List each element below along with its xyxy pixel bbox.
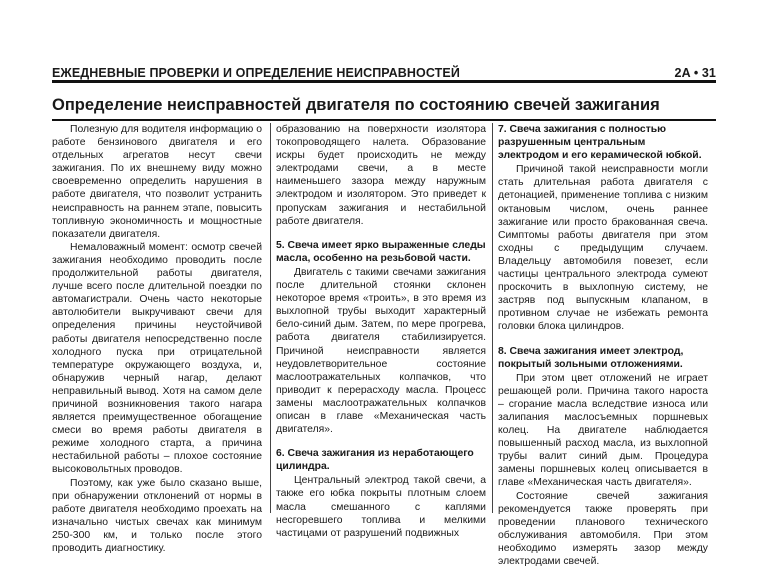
section-title: ЕЖЕДНЕВНЫЕ ПРОВЕРКИ И ОПРЕДЕЛЕНИЕ НЕИСПРАВНОСТЕЙ <box>52 66 460 80</box>
running-header <box>52 60 716 80</box>
paragraph: Двигатель с такими свечами зажигания после длительной стоянки склонен некоторое время «троить», в это время из выхлопной трубы выходит характерный бело-синий дым. Затем, по мере прогрева, работа двигателя стабилизируется. Причиной неисправности является неудовлетворительное состояние маслоотражательных колпачков, что приводит к перерасходу масла. Процесс замены маслоотражательных колпачков описан в главе «Механическая часть двигателя». <box>276 266 486 436</box>
section-heading-7: 7. Свеча зажигания с полностью разрушенным центральным электродом и его керамической юбкой. <box>498 124 702 162</box>
title-rule <box>52 119 716 121</box>
paragraph: Состояние свечей зажигания рекомендуется также проверять при проведении планового технического обслуживания автомобиля. При этом необходимо измерять зазор между электродами свечей. <box>498 490 708 567</box>
section-heading-5: 5. Свеча имеет ярко выраженные следы масла, особенно на резьбовой части. <box>276 239 486 264</box>
paragraph: При этом цвет отложений не играет решающей роли. Причина такого нароста – сгорание масла вследствие износа или залипания маслосъемных поршневых колец. На двигателе наблюдается повышенный расход масла, из выхлопной трубы валит синий дым. Процедура замены поршневых колец описывается в главе «Механическая часть двигателя». <box>498 372 708 489</box>
text-column-3 <box>498 123 708 567</box>
header-rule <box>52 80 716 83</box>
paragraph: Немаловажный момент: осмотр свечей зажигания необходимо проводить после продолжительной работы двигателя, лучше всего после длительной поездки по автомагистрали. Очень часто некоторые автолюбители выкручивают свечи для определения причины неустойчивой работы двигателя непосредственно после холодного пуска при отрицательной температуре окружающего воздуха, и, обнаружив черный нагар, делают неправильный вывод. Хотя на самом деле причиной возникновения такого нагара является преимущественное обогащение смеси во время работы двигателя в режиме холодного старта, а причина нестабильной работы – плохое состояние высоковольтных проводов. <box>52 241 262 476</box>
article-title: Определение неисправностей двигателя по состоянию свечей зажигания <box>52 96 660 114</box>
section-heading-6: 6. Свеча зажигания из неработающего цилиндра. <box>276 448 474 473</box>
text-column-2 <box>276 123 486 539</box>
paragraph: образованию на поверхности изолятора токопроводящего налета. Образование искры будет происходить не между электродами свечи, а в месте наименьшего зазора между наружным электродом и изолятором. Это приведет к пропускам зажигания и нестабильной работе двигателя. <box>276 124 486 227</box>
text-column-1 <box>52 123 262 554</box>
paragraph: Причиной такой неисправности могли стать длительная работа двигателя с детонацией, применение топлива с низким октановым числом, очень раннее зажигание или просто бракованная свеча. Симптомы работы двигателя при этом сходны с предыдущим случаем. Владельцу автомобиля повезет, если частицы центрального электрода сумеют проскочить в выхлопную систему, не застряв под выпускным клапаном, в противном случае не избежать ремонта головки блока цилиндров. <box>498 164 708 333</box>
section-heading-8: 8. Свеча зажигания имеет электрод, покрытый зольными отложениями. <box>498 345 684 370</box>
column-divider <box>270 123 271 513</box>
page-number: 2A • 31 <box>674 66 716 80</box>
paragraph: Центральный электрод такой свечи, а также его юбка покрыты плотным слоем масла смешанного с каплями несгоревшего топлива и мелкими частицами от разрушений подвижных <box>276 475 486 539</box>
column-divider <box>492 123 493 513</box>
paragraph: Поэтому, как уже было сказано выше, при обнаружении отклонений от нормы в работе двигателя необходимо проехать на изначально чистых свечах как минимум 250-300 км, и только после этого проводить диагностику. <box>52 477 262 554</box>
paragraph: Полезную для водителя информацию о работе бензинового двигателя и его отдельных агрегатов несут свечи зажигания. По их внешнему виду можно своевременно определить нарушения в работе двигателя, что позволит устранить неисправность на раннем этапе, повысить топливную экономичность и мощностные показатели двигателя. <box>52 124 262 240</box>
